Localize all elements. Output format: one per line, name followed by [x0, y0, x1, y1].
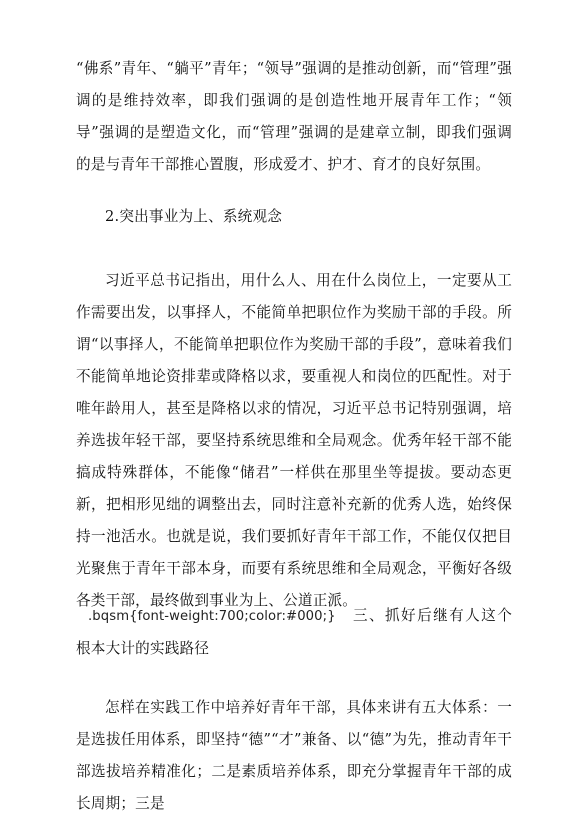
paragraph-system-thinking: 习近平总书记指出，用什么人、用在什么岗位上，一定要从工作需要出发，以事择人，不能简单把职位作为奖励干部的手段。所谓“以事择人，不能简单把职位作为奖励干部的手段”，意味着我们不能简单地论资排辈或降格以求，要重视人和岗位的匹配性。对于唯年龄用人，甚至是降格以求的情况，习近平总书记特别强调，培养选拔年轻干部，要坚持系统思维和全局观念。优秀年轻干部不能搞成特殊群体，不能像“储君”一样供在那里坐等提拔。要动态更新，把相形见绌的调整出去，同时注意补充新的优秀人选，始终保持一池活水。也就是说，我们要抓好青年干部工作，不能仅仅把目光聚焦于青年干部本身，而要有系统思维和全局观念，平衡好各级各类干部，最终做到事业为上、公道正派。	[76, 272, 512, 609]
section-heading-3-text: 三、抓好后继有人这个根本大计的实践路径	[76, 607, 512, 657]
paragraph-leadership-vs-management: “佛系”青年、“躺平”青年；“领导”强调的是推动创新，而“管理”强调的是维持效率，即我们强调的是创造性地开展青年工作；“领导”强调的是塑造文化，而“管理”强调的是建章立制，即我们强调的是与青年干部推心置腹，形成爱才、护才、育才的良好氛围。	[76, 60, 512, 173]
section-heading-2	[76, 201, 512, 233]
stray-css-text: .bqsm{font-weight:700;color:#000;}	[88, 609, 336, 624]
paragraph-five-systems: 怎样在实践工作中培养好青年干部，具体来讲有五大体系：一是选拔任用体系，即坚持“德”“才”兼备、以“德”为先，推动青年干部选拔培养精准化；二是素质培养体系，即充分掌握青年干部的成长周期；三是	[76, 699, 512, 812]
section-heading-3	[76, 600, 512, 665]
section-heading-2-text: 2.突出事业为上、系统观念	[105, 208, 283, 225]
